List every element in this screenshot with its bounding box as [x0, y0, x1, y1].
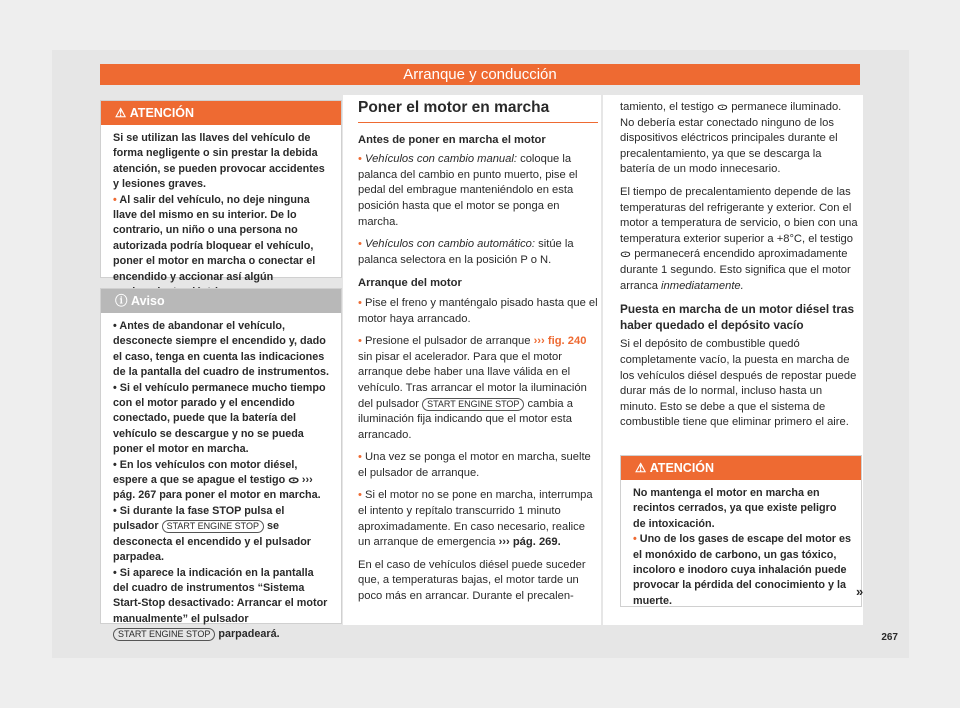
bullet-icon: •: [113, 193, 117, 206]
attention-box-title: ATENCIÓN: [129, 106, 195, 120]
automatic-text: sitúe la palanca selectora en la posición P o N.: [358, 238, 574, 266]
step-2a: Presione el pulsador de arranque: [365, 335, 531, 348]
middle-column: [358, 100, 598, 612]
right-column: [620, 100, 858, 438]
right-p2a: El tiempo de precalentamiento depende de las temperaturas del refrigerante y exterior. Con el motor a temperatura de servicio, o bien con una temperatura exterior superior a +8°C, el testigo: [620, 185, 858, 245]
bullet-icon: •: [358, 335, 362, 348]
notice-box-body: • Antes de abandonar el vehículo, desconecte siempre el encendido y, dado el caso, tenga en cuenta las indicaciones de la pantalla del cuadro de instrumentos. • Si el vehículo permanece mucho tiempo con el motor parado y el encendido conectado, puede que la batería del vehículo se descargue y no se pueda poner el motor en marcha. • En los vehículos con motor diésel, espere a que se apague el testigo ᯣ ››› pág. 267 para poner el motor en marcha. • Si durante la fase STOP pulsa el pulsador START ENGINE STOP se desconecta el encendido y el pulsador parpadea. • Si aparece la indicación en la pantalla del cuadro de instrumentos “Sistema Start-Stop desactivado: Arrancar el motor manualmente” el pulsador START ENGINE STOP parpadeará.: [113, 320, 329, 641]
attention-box-2-title: ATENCIÓN: [649, 461, 715, 475]
diesel-paragraph: En el caso de vehículos diésel puede suceder que, a temperaturas bajas, el motor tarde un poco más en arrancar. Durante el precalen-: [358, 558, 586, 603]
attention-box: [100, 100, 342, 283]
notice-bullet-5b: parpadeará.: [218, 628, 280, 641]
glow-plug-icon: ᯣ: [288, 474, 299, 487]
attention-box-2-header: [621, 456, 861, 480]
right-p1a: tamiento, el testigo: [620, 101, 714, 113]
notice-bullet-3b: ››› pág. 267 para poner el motor en marcha.: [113, 474, 321, 502]
page-header: Arranque y conducción: [100, 64, 860, 85]
attention-box-body: [101, 125, 341, 308]
glow-plug-icon: ᯣ: [717, 101, 729, 113]
bullet-icon: •: [633, 533, 637, 546]
page-number: 267: [881, 632, 898, 643]
start-engine-stop-button-label: START ENGINE STOP: [422, 398, 524, 411]
start-engine-stop-button-label: START ENGINE STOP: [113, 628, 215, 641]
right-p1b: permanece iluminado. No debería estar conectado ninguno de los dispositivos eléctricos principales durante el precalentamiento, ya que se descarga la batería de un modo innecesario.: [620, 101, 842, 176]
step-3: Una vez se ponga el motor en marcha, suelte el pulsador de arranque.: [358, 451, 591, 479]
section-title: Poner el motor en marcha: [358, 100, 598, 123]
bullet-icon: •: [358, 153, 362, 166]
step-2c: cambia a iluminación fija indicando que el motor esta arrancado.: [358, 397, 573, 441]
fig-link[interactable]: ››› fig. 240: [533, 335, 587, 348]
notice-box: [100, 288, 342, 641]
notice-bullet-4a: Si durante la fase STOP pulsa el pulsador: [113, 504, 285, 533]
attention2-text-2: Uno de los gases de escape del motor es el monóxido de carbono, un gas tóxico, incoloro e inodoro cuya inhalación puede provocar la pérdida del conocimiento y la muerte.: [633, 533, 851, 607]
right-p2b: permanecerá encendido aproximadamente durante 1 segundo. Esto significa que el motor arranca: [620, 248, 851, 292]
warning-icon: ⚠: [635, 461, 647, 475]
step-1: Pise el freno y manténgalo pisado hasta que el motor haya arrancado.: [358, 296, 598, 325]
continue-arrow: »: [856, 584, 864, 599]
attention-text-2: Al salir del vehículo, no deje ninguna llave del mismo en su interior. De lo contrario, un niño o una persona no autorizada podría bloquear el vehículo, poner el motor en marcha o conectar el encendido y accionar así algún: [113, 193, 316, 283]
bullet-icon: •: [358, 238, 362, 251]
notice-bullet-5a: Si aparece la indicación en la pantalla del cuadro de instrumentos “Sistema Start-Stop desactivado: Arrancar el motor manualmente” el pulsador: [113, 566, 328, 625]
subheading-diesel-empty: Puesta en marcha de un motor diésel tras haber quedado el depósito vacío: [620, 302, 855, 332]
notice-bullet-2: Si el vehículo permanece mucho tiempo con el motor parado y el encendido conectado, puede que la batería del vehículo se descargue y no se pueda poner el motor en marcha.: [113, 381, 326, 456]
step-4a: Si el motor no se pone en marcha, interrumpa el intento y repítalo transcurrido 1 minuto aproximadamente. En caso necesario, realice un arranque de emergencia: [358, 489, 593, 549]
attention-box-2-body: [621, 480, 864, 617]
notice-bullet-3a: En los vehículos con motor diésel, espere a que se apague el testigo: [113, 458, 298, 487]
bullet-icon: •: [358, 296, 362, 309]
glow-plug-icon: ᯣ: [620, 248, 632, 261]
info-icon: ⓘ: [115, 294, 128, 308]
attention2-text-1: No mantenga el motor en marcha en recintos cerrados, ya que existe peligro de intoxicación.: [633, 487, 837, 530]
bullet-icon: •: [358, 451, 362, 464]
notice-bullet-1: Antes de abandonar el vehículo, desconecte siempre el encendido y, dado el caso, tenga en cuenta las indicaciones de la pantalla del cuadro de instrumentos.: [113, 320, 329, 379]
step-2b: sin pisar el acelerador. Para que el motor arranque debe haber una llave válida en el vehículo. Tras arrancar el motor la iluminación del pulsador: [358, 350, 587, 410]
notice-box-title: Aviso: [131, 294, 165, 308]
page-link[interactable]: ››› pág. 269.: [498, 536, 561, 549]
attention-box-2: [620, 455, 862, 607]
start-engine-stop-button-label: START ENGINE STOP: [162, 520, 264, 533]
warning-icon: ⚠: [115, 106, 127, 120]
notice-box-header: [101, 289, 341, 313]
automatic-label: Vehículos con cambio automático:: [365, 238, 536, 251]
manual-text: coloque la palanca del cambio en punto muerto, pise el pedal del embrague manteniéndolo en esta posición hasta que el motor se ponga en marcha.: [358, 153, 578, 228]
bullet-icon: •: [358, 489, 362, 502]
subheading-before-start: Antes de poner en marcha el motor: [358, 133, 546, 146]
right-p3: Si el depósito de combustible quedó completamente vacío, la puesta en marcha de los vehículos diésel después de repostar puede durar más de lo normal, incluso hasta un minuto. Esto se debe a que el sistema de combustible tiene que eliminar primero el aire.: [620, 338, 857, 429]
notice-bullet-4b: se desconecta el encendido y el pulsador parpadea.: [113, 520, 312, 564]
attention-text-1: Si se utilizan las llaves del vehículo de forma negligente o sin prestar la debida atención, se pueden provocar accidentes y lesiones graves.: [113, 132, 325, 191]
right-p2-italic: inmediatamente.: [661, 279, 744, 292]
manual-label: Vehículos con cambio manual:: [365, 153, 517, 166]
subheading-engine-start: Arranque del motor: [358, 277, 462, 290]
attention-box-header: [101, 101, 341, 125]
